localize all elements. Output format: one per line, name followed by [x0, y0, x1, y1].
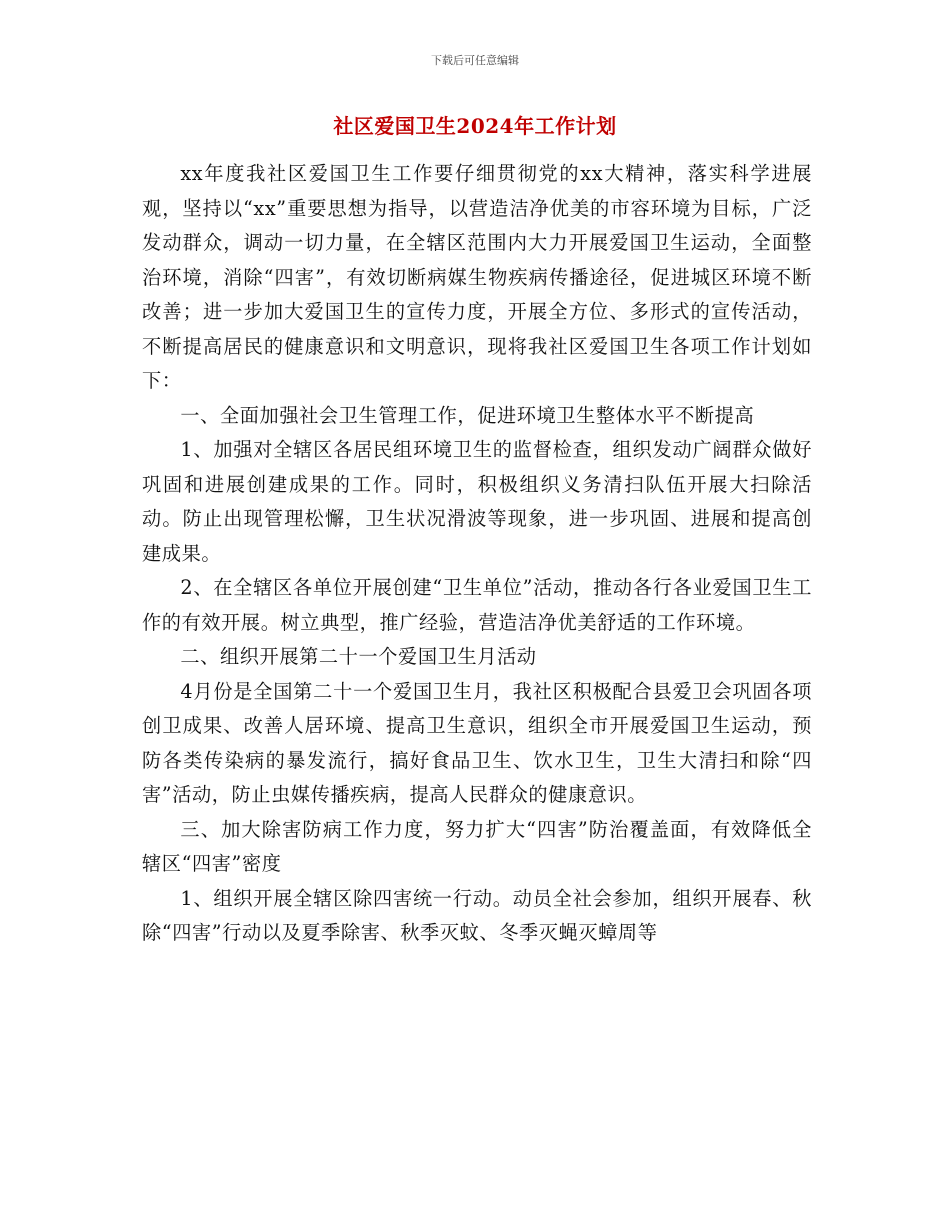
section-heading-3: 三、加大除害防病工作力度，努力扩大“四害”防治覆盖面，有效降低全辖区“四害”密度	[142, 817, 812, 875]
paragraph-2: 4月份是全国第二十一个爱国卫生月，我社区积极配合县爱卫会巩固各项创卫成果、改善人居环境、提高卫生意识，组织全市开展爱国卫生运动，预防各类传染病的暴发流行，搞好食品卫生、饮水卫生，卫生大清扫和除“四害”活动，防止虫媒传播疾病，提高人民群众的健康意识。	[142, 679, 812, 806]
paragraph-1-1: 1、加强对全辖区各居民组环境卫生的监督检查，组织发动广阔群众做好巩固和进展创建成果的工作。同时，积极组织义务清扫队伍开展大扫除活动。防止出现管理松懈，卫生状况滑波等现象，进一步巩固、进展和提高创建成果。	[142, 438, 812, 565]
header-note: 下载后可任意编辑	[431, 54, 519, 67]
section-heading-1: 一、全面加强社会卫生管理工作，促进环境卫生整体水平不断提高	[180, 403, 755, 427]
document-title: 社区爱国卫生2024年工作计划	[333, 114, 617, 138]
section-heading-2: 二、组织开展第二十一个爱国卫生月活动	[180, 645, 537, 668]
paragraph-1-2: 2、在全辖区各单位开展创建“卫生单位”活动，推动各行各业爱国卫生工作的有效开展。树立典型，推广经验，营造洁净优美舒适的工作环境。	[142, 576, 812, 634]
paragraph-3-1: 1、组织开展全辖区除四害统一行动。动员全社会参加，组织开展春、秋除“四害”行动以及夏季除害、秋季灭蚊、冬季灭蝇灭蟑周等	[142, 886, 812, 944]
paragraph-intro: xx年度我社区爱国卫生工作要仔细贯彻党的xx大精神，落实科学进展观，坚持以“xx”重要思想为指导，以营造洁净优美的市容环境为目标，广泛发动群众，调动一切力量，在全辖区范围内大力开展爱国卫生运动，全面整治环境，消除“四害”，有效切断病媒生物疾病传播途径，促进城区环境不断改善；进一步加大爱国卫生的宣传力度，开展全方位、多形式的宣传活动，不断提高居民的健康意识和文明意识，现将我社区爱国卫生各项工作计划如下：	[142, 162, 812, 392]
document-body	[142, 157, 812, 951]
